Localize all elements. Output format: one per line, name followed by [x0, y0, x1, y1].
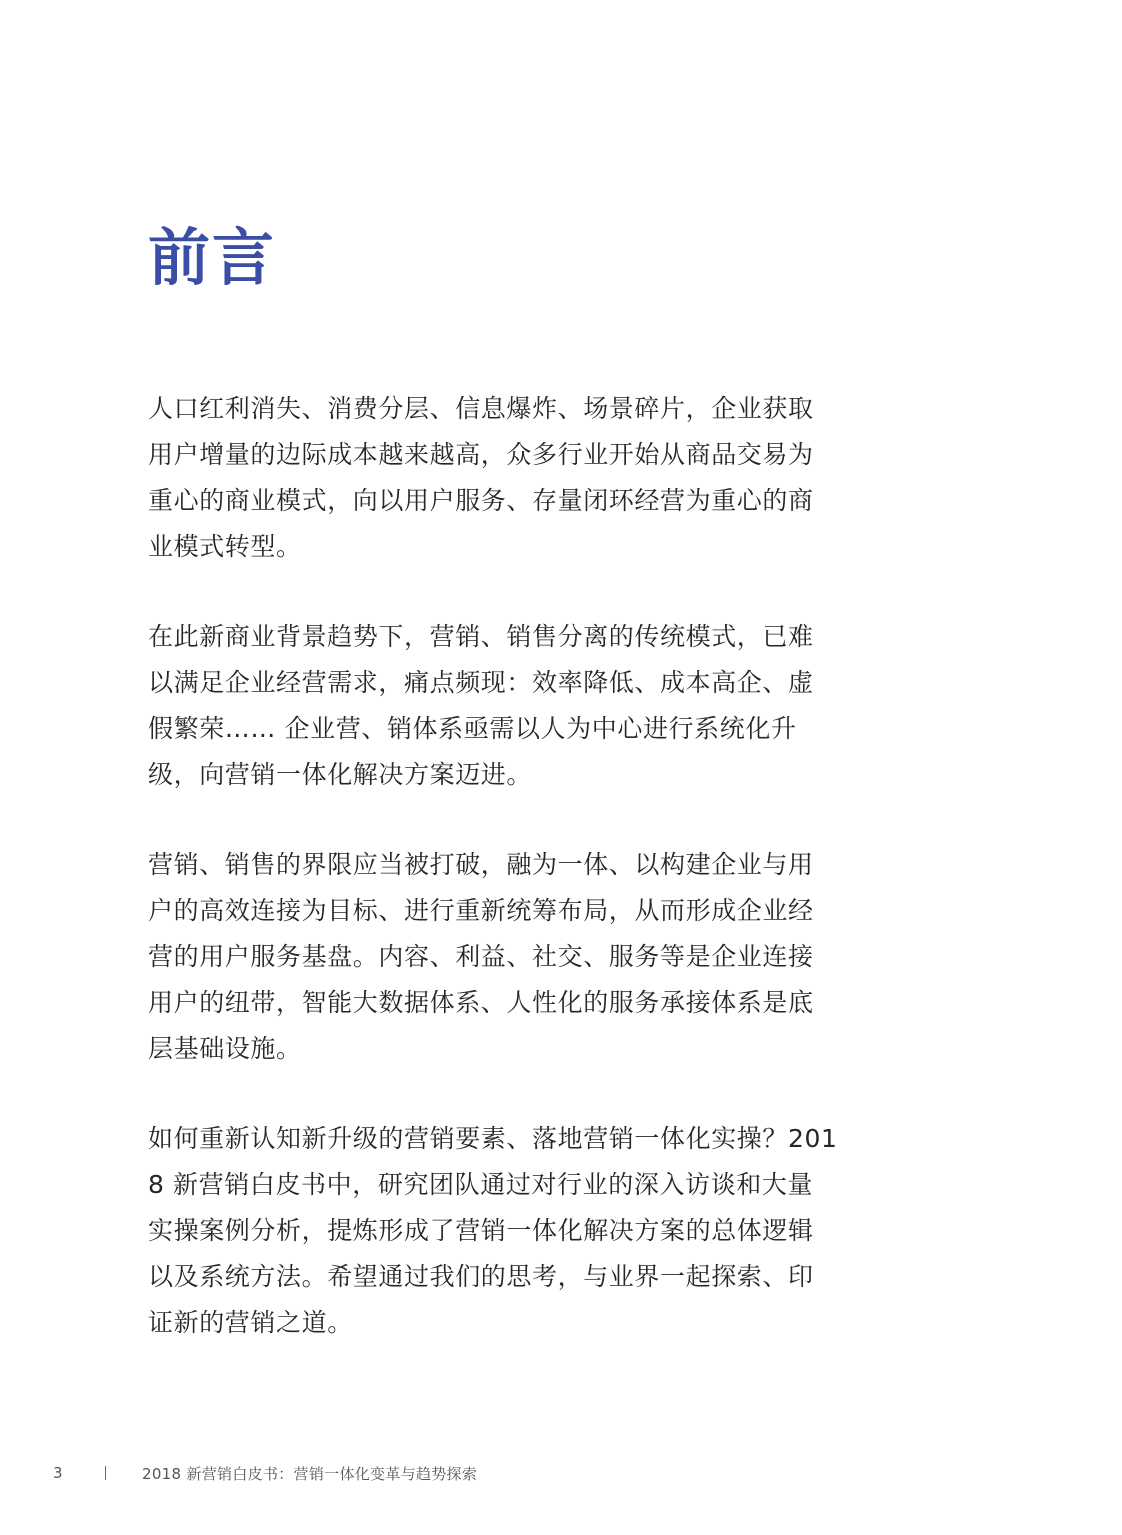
footer-document-title: 2018 新营销白皮书：营销一体化变革与趋势探索 [142, 1464, 478, 1483]
paragraph-4: 如何重新认知新升级的营销要素、落地营销一体化实操？2018 新营销白皮书中，研究团队通过对行业的深入访谈和大量实操案例分析，提炼形成了营销一体化解决方案的总体逻辑以及系统方法。希望通过我们的思考，与业界一起探索、印证新的营销之道。 [148, 1124, 838, 1337]
page-footer [53, 1460, 477, 1486]
page-number: 3 [53, 1464, 63, 1482]
paragraph-3: 营销、销售的界限应当被打破，融为一体、以构建企业与用户的高效连接为目标、进行重新统筹布局，从而形成企业经营的用户服务基盘。内容、利益、社交、服务等是企业连接用户的纽带，智能大数据体系、人性化的服务承接体系是底层基础设施。 [148, 850, 814, 1063]
paragraph-2: 在此新商业背景趋势下，营销、销售分离的传统模式，已难以满足企业经营需求，痛点频现：效率降低、成本高企、虚假繁荣…… 企业营、销体系亟需以人为中心进行系统化升级，向营销一体化解决方案迈进。 [148, 622, 814, 789]
page-title: 前言 [148, 221, 277, 294]
body-text [148, 386, 838, 1346]
footer-separator [105, 1466, 106, 1480]
paragraph-1: 人口红利消失、消费分层、信息爆炸、场景碎片，企业获取用户增量的边际成本越来越高，众多行业开始从商品交易为重心的商业模式，向以用户服务、存量闭环经营为重心的商业模式转型。 [148, 394, 814, 561]
